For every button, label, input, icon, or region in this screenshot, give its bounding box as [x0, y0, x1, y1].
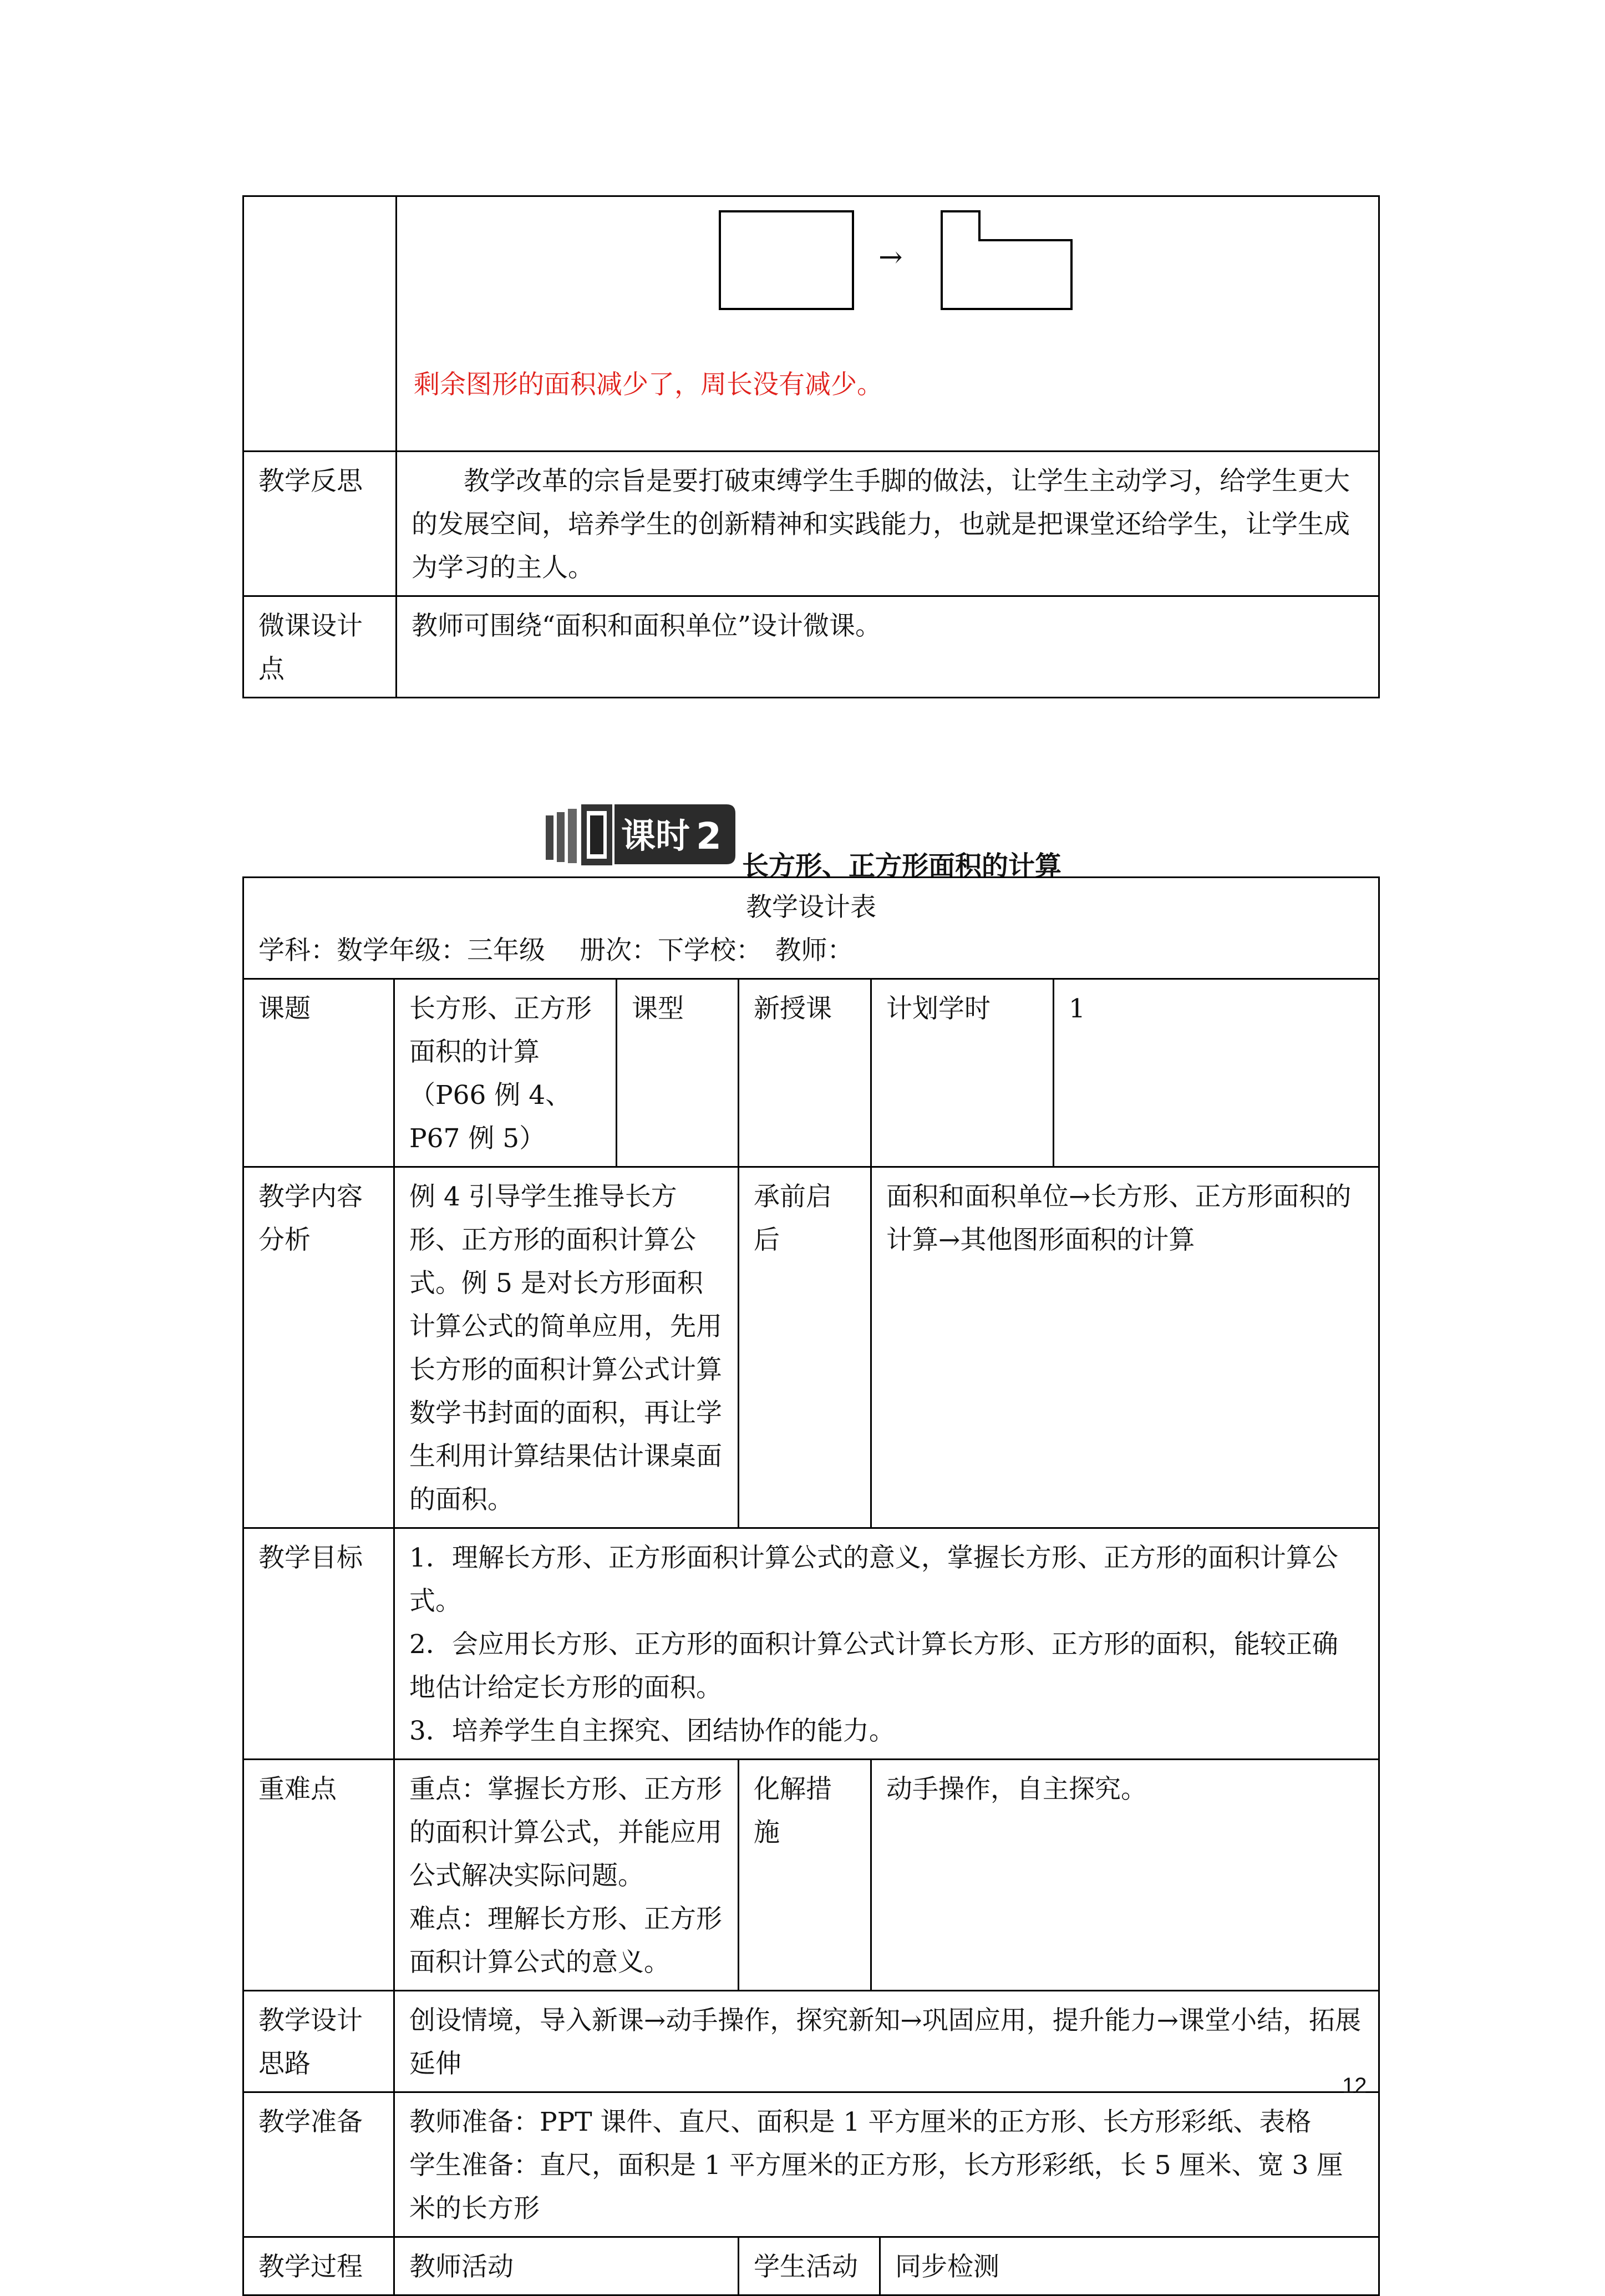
keypoints-label: 重难点: [243, 1760, 394, 1991]
table-meta: 学科：数学年级：三年级 册次：下学校： 教师：: [243, 929, 1379, 979]
design-idea-text: 创设情境，导入新课→动手操作，探究新知→巩固应用，提升能力→课堂小结，拓展延伸: [394, 1991, 1379, 2092]
micro-lesson-label: 微课设计点: [243, 596, 397, 698]
preparation-label: 教学准备: [243, 2092, 394, 2237]
key-point: 重点：掌握长方形、正方形的面积计算公式，并能应用公式解决实际问题。: [409, 1774, 722, 1891]
student-activity-header: 学生活动: [739, 2237, 880, 2295]
goal-item: 2．会应用长方形、正方形的面积计算公式计算长方形、正方形的面积，能较正确地估计给定长方形的面积。: [409, 1629, 1338, 1703]
lesson-badge-icon: [544, 799, 738, 870]
figure-cell: [397, 196, 1379, 452]
sync-check-header: 同步检测: [880, 2237, 1379, 2295]
goals-list: [394, 1528, 1379, 1760]
goal-item: 3．培养学生自主探究、团结协作的能力。: [409, 1716, 895, 1746]
reflection-text: 教学改革的宗旨是要打破束缚学生手脚的做法，让学生主动学习，给学生更大的发展空间，培养学生的创新精神和实践能力，也就是把课堂还给学生，让学生成为学习的主人。: [397, 452, 1379, 596]
square-shape: [720, 211, 853, 309]
transform-arrow: →: [878, 241, 903, 274]
process-label: 教学过程: [243, 2237, 394, 2295]
keypoints-text: [394, 1760, 739, 1991]
topic-value: 长方形、正方形面积的计算 （P66 例 4、P67 例 5）: [394, 979, 617, 1167]
lesson-type-value: 新授课: [739, 979, 871, 1167]
goals-label: 教学目标: [243, 1528, 394, 1760]
difficult-point: 难点：理解长方形、正方形面积计算公式的意义。: [409, 1904, 722, 1978]
table-title: 教学设计表: [243, 878, 1379, 930]
measures-label: 化解措施: [739, 1760, 871, 1991]
page-number: 12: [1342, 2074, 1367, 2098]
svg-text:课时: 课时: [621, 815, 690, 856]
cut-square-shape: [942, 211, 1071, 309]
lesson-type-label: 课型: [617, 979, 739, 1167]
lesson-title: 长方形、正方形面积的计算: [742, 850, 1062, 881]
preparation-text: [394, 2092, 1379, 2237]
teacher-activity-header: 教师活动: [394, 2237, 739, 2295]
red-note: 剩余图形的面积减少了，周长没有减少。: [414, 369, 883, 400]
goal-item: 1．理解长方形、正方形面积计算公式的意义，掌握长方形、正方形的面积计算公式。: [409, 1543, 1338, 1616]
svg-text:2: 2: [696, 815, 722, 858]
planned-hours-value: 1: [1054, 979, 1379, 1167]
reflection-table: [242, 195, 1380, 698]
planned-hours-label: 计划学时: [871, 979, 1054, 1167]
teacher-preparation: 教师准备：PPT 课件、直尺、面积是 1 平方厘米的正方形、长方形彩纸、表格: [409, 2107, 1312, 2137]
bridge-label: 承前启后: [739, 1167, 871, 1528]
bridge-text: 面积和面积单位→长方形、正方形面积的计算→其他图形面积的计算: [871, 1167, 1379, 1528]
student-preparation: 学生准备：直尺，面积是 1 平方厘米的正方形，长方形彩纸，长 5 厘米、宽 3 厘米的长方形: [409, 2150, 1343, 2224]
topic-label: 课题: [243, 979, 394, 1167]
empty-label-cell: [243, 196, 397, 452]
measures-text: 动手操作，自主探究。: [871, 1760, 1379, 1991]
micro-lesson-text: 教师可围绕“面积和面积单位”设计微课。: [397, 596, 1379, 698]
content-analysis-label: 教学内容分析: [243, 1167, 394, 1528]
reflection-label: 教学反思: [243, 452, 397, 596]
content-analysis-text: 例 4 引导学生推导长方形、正方形的面积计算公式。例 5 是对长方形面积计算公式的简单应用，先用长方形的面积计算公式计算数学书封面的面积，再让学生利用计算结果估计课桌面的面积。: [394, 1167, 739, 1528]
design-idea-label: 教学设计思路: [243, 1991, 394, 2092]
teaching-design-table: [242, 876, 1380, 2296]
